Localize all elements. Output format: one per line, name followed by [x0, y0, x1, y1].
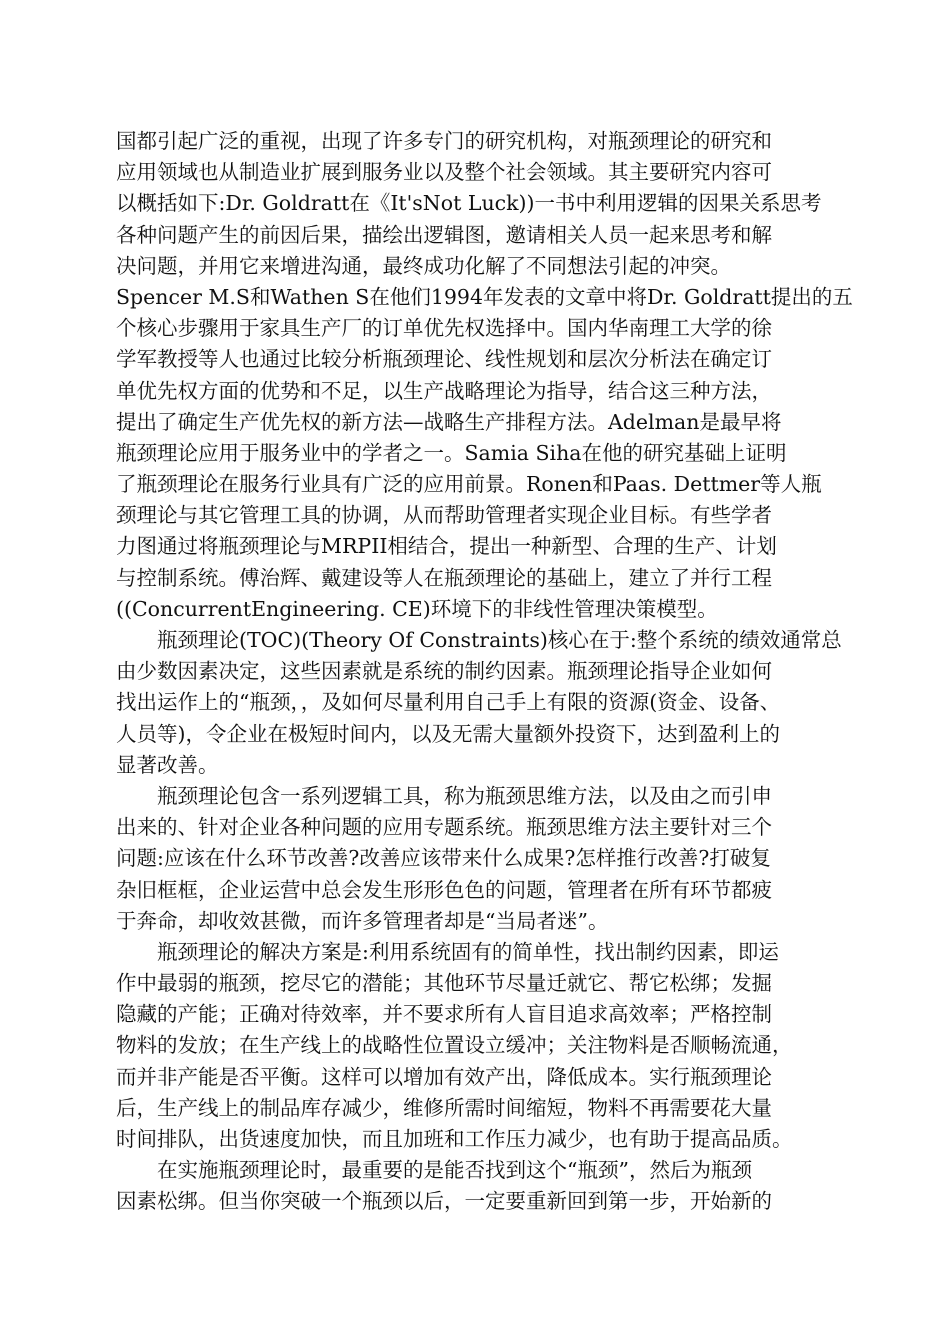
text-line: ((ConcurrentEngineering. CE)环境下的非线性管理决策模型。	[116, 596, 718, 621]
text-line: 问题:应该在什么环节改善?改善应该带来什么成果?怎样推行改善?打破复	[116, 846, 771, 871]
text-line: 后，生产线上的制品库存减少，维修所需时间缩短，物料不再需要花大量	[116, 1095, 772, 1120]
text-line: 学军教授等人也通过比较分析瓶颈理论、线性规划和层次分析法在确定订	[116, 347, 772, 372]
text-line: 因素松绑。但当你突破一个瓶颈以后，一定要重新回到第一步，开始新的	[116, 1189, 772, 1214]
body-text	[116, 126, 853, 1218]
text-line: 物料的发放；在生产线上的战略性位置设立缓冲；关注物料是否顺畅流通，	[116, 1033, 793, 1058]
text-line: 应用领域也从制造业扩展到服务业以及整个社会领域。其主要研究内容可	[116, 160, 772, 185]
text-line: 显著改善。	[116, 752, 219, 777]
text-line: 决问题，并用它来增进沟通，最终成功化解了不同想法引起的冲突。	[116, 253, 731, 278]
paragraph-first-line: 瓶颈理论(TOC)(Theory Of Constraints)核心在于:整个系统的绩效通常总	[157, 628, 842, 652]
paragraph-first-line: 瓶颈理论的解决方案是:利用系统固有的简单性，找出制约因素，即运	[157, 939, 779, 964]
text-line: 时间排队，出货速度加快，而且加班和工作压力减少，也有助于提高品质。	[116, 1127, 793, 1151]
text-line: 瓶颈理论应用于服务业中的学者之一。Samia Siha在他的研究基础上证明	[116, 440, 787, 465]
text-line: 个核心步骤用于家具生产厂的订单优先权选择中。国内华南理工大学的徐	[116, 316, 772, 341]
text-line: 找出运作上的“瓶颈，，及如何尽量利用自己手上有限的资源(资金、设备、	[116, 690, 781, 715]
text-line: 国都引起广泛的重视，出现了许多专门的研究机构，对瓶颈理论的研究和	[116, 129, 772, 153]
text-line: 了瓶颈理论在服务行业具有广泛的应用前景。Ronen和Paas. Dettmer等人瓶	[116, 472, 822, 497]
text-line: 而并非产能是否平衡。这样可以增加有效产出，降低成本。实行瓶颈理论	[116, 1064, 772, 1089]
paragraph-first-line: 在实施瓶颈理论时，最重要的是能否找到这个“瓶颈”，然后为瓶颈	[157, 1158, 752, 1183]
text-line: 单优先权方面的优势和不足，以生产战略理论为指导，结合这三种方法，	[116, 378, 772, 403]
text-line: Spencer M.S和Wathen S在他们1994年发表的文章中将Dr. Goldratt提出的五	[116, 284, 853, 309]
text-line: 与控制系统。傅治辉、戴建设等人在瓶颈理论的基础上，建立了并行工程	[116, 565, 772, 590]
paragraph-first-line: 瓶颈理论包含一系列逻辑工具，称为瓶颈思维方法，以及由之而引申	[157, 783, 772, 808]
text-line: 提出了确定生产优先权的新方法—战略生产排程方法。Adelman是最早将	[116, 409, 782, 434]
text-line: 颈理论与其它管理工具的协调，从而帮助管理者实现企业目标。有些学者	[116, 503, 772, 528]
text-line: 作中最弱的瓶颈，挖尽它的潜能；其他环节尽量迁就它、帮它松绑；发掘	[116, 971, 772, 996]
text-line: 各种问题产生的前因后果，描绘出逻辑图，邀请相关人员一起来思考和解	[116, 222, 772, 247]
text-line: 以概括如下:Dr. Goldratt在《It'sNot Luck))一书中利用逻辑的因果关系思考	[116, 191, 822, 216]
text-line: 力图通过将瓶颈理论与MRPII相结合，提出一种新型、合理的生产、计划	[116, 534, 777, 559]
text-line: 于奔命，却收效甚微，而许多管理者却是“当局者迷”。	[116, 908, 609, 933]
text-line: 出来的、针对企业各种问题的应用专题系统。瓶颈思维方法主要针对三个	[116, 815, 772, 840]
text-line: 由少数因素决定，这些因素就是系统的制约因素。瓶颈理论指导企业如何	[116, 659, 772, 684]
text-line: 隐藏的产能；正确对待效率，并不要求所有人盲目追求高效率；严格控制	[116, 1002, 772, 1027]
text-line: 人员等)，令企业在极短时间内，以及无需大量额外投资下，达到盈利上的	[116, 721, 780, 746]
text-line: 杂旧框框，企业运营中总会发生形形色色的问题，管理者在所有环节都疲	[116, 877, 772, 902]
